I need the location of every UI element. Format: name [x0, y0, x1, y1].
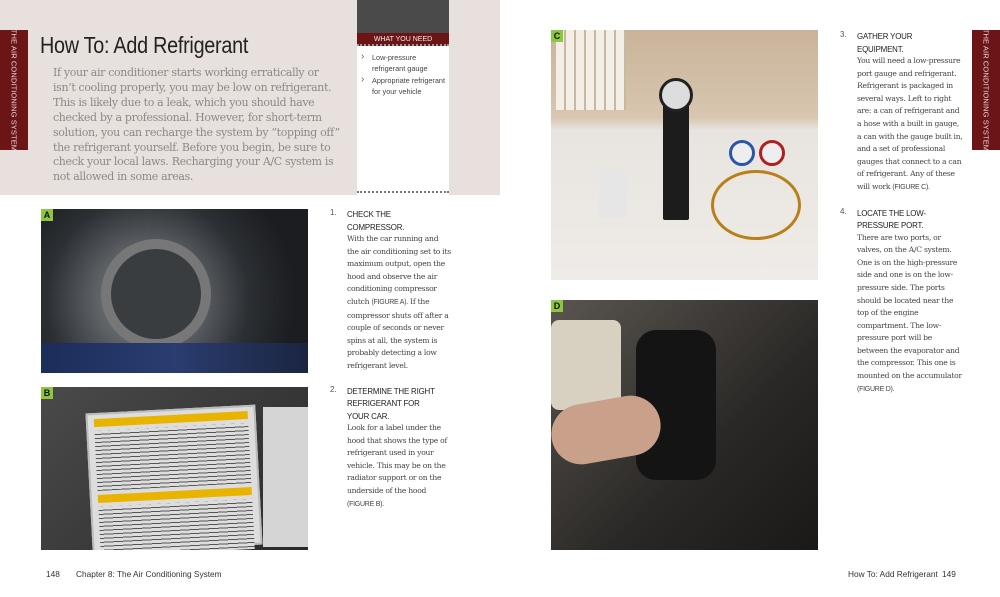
warning-label-sticker — [85, 405, 262, 550]
window-blinds — [556, 30, 626, 110]
step-text: If the compressor shuts off after a couple of seconds or never spins at all, the system is probably detecting a low refrigerant level. — [347, 296, 449, 370]
figure-label: C — [551, 30, 563, 42]
step-number: 1. — [330, 208, 337, 217]
footer-title: How To: Add Refrigerant — [848, 569, 938, 579]
figure-b-refrigerant-label-photo — [41, 387, 308, 550]
small-refrigerant-can — [599, 170, 627, 218]
steps-column-left — [330, 208, 452, 523]
step-heading: LOCATE THE LOW-PRESSURE PORT. — [857, 207, 926, 231]
figure-ref: (FIGURE D). — [857, 385, 895, 393]
page-number-right: 149 — [942, 569, 956, 579]
blue-gauge — [729, 140, 755, 166]
step-text: You will need a low-pressure port gauge and refrigerant. Refrigerant is packaged in several ways. Left to right are: a can of refrigerant and a hose with a built in gauge, a can with the gauge built in, and a set of professional gauges that connect to a can of refrigerant. Any of these will work — [857, 56, 963, 191]
step-2 — [330, 385, 452, 512]
step-3 — [840, 30, 964, 195]
zigzag-divider — [357, 191, 449, 195]
step-text: Look for a label under the hood that shows the type of refrigerant used in your vehicle. This may be on the radiator support or on the underside of the hood — [347, 423, 448, 495]
step-body — [347, 233, 452, 373]
figure-ref: (FIGURE A). — [371, 298, 408, 306]
side-tab-label: THE AIR CONDITIONING SYSTEM — [9, 28, 19, 152]
steps-column-right — [840, 30, 964, 408]
step-heading: GATHER YOUR EQUIPMENT. — [857, 31, 913, 54]
figure-label: A — [41, 209, 53, 221]
what-you-need-box — [357, 0, 449, 195]
built-in-gauge — [659, 78, 693, 112]
step-4 — [840, 207, 964, 397]
side-tab-label: THE AIR CONDITIONING SYSTEM — [981, 28, 991, 152]
figure-label: B — [41, 387, 53, 399]
intro-paragraph: If your air conditioner starts working erratically or isn’t cooling properly, you may be low on refrigerant. This is likely due to a leak, which you should have checked by a professional. However, for short-term solution, you can recharge the system by “topping off” the refrigerant yourself. Before you begin, be sure to check your local laws. Recharging your A/C system is not allowed in some areas. — [53, 66, 340, 184]
step-1 — [330, 208, 452, 373]
gauge-hoses — [711, 170, 801, 240]
engine-blue-part — [41, 343, 308, 373]
step-text: There are two ports, or valves, on the A/C system. One is on the high-pressure side and one is on the low-pressure side. The ports should be located near the top of the engine compartment. The low-pressure port will be between the evaporator and the compressor. This one is mounted on the accumulator — [857, 232, 962, 381]
step-heading: DETERMINE THE RIGHT REFRIGERANT FOR YOUR CAR. — [347, 385, 435, 421]
step-body — [857, 55, 964, 195]
figure-label: D — [551, 300, 563, 312]
reservoir — [551, 320, 621, 410]
step-body — [857, 232, 964, 397]
step-text: With the car running and the air conditioning set to its maximum output, open the hood and observe the air conditioning compressor clutch — [347, 234, 451, 306]
chapter-side-tab-left — [0, 30, 28, 150]
figure-c-equipment-photo — [551, 30, 818, 280]
chapter-side-tab-right — [972, 30, 1000, 150]
step-number: 4. — [840, 206, 847, 216]
what-you-need-heading: WHAT YOU NEED — [357, 33, 449, 46]
page-number-left: 148 — [46, 569, 60, 579]
refrigerant-can — [663, 100, 689, 220]
box-header-dark — [357, 0, 449, 33]
compressor-pulley — [101, 239, 211, 349]
footer-chapter: Chapter 8: The Air Conditioning System — [76, 569, 222, 579]
page-title: How To: Add Refrigerant — [40, 32, 249, 58]
figure-d-low-pressure-port-photo — [551, 300, 818, 550]
red-gauge — [759, 140, 785, 166]
need-item: › Appropriate refrigerant for your vehicle — [361, 75, 445, 97]
figure-ref: (FIGURE B). — [347, 500, 384, 508]
figure-a-compressor-photo — [41, 209, 308, 373]
step-heading: CHECK THE COMPRESSOR. — [347, 209, 405, 232]
step-number: 3. — [840, 30, 847, 39]
step-body — [347, 422, 452, 511]
fuel-pump-label — [263, 407, 308, 547]
step-number: 2. — [330, 384, 337, 394]
need-item: › Low-pressure refrigerant gauge — [361, 52, 445, 74]
figure-ref: (FIGURE C). — [892, 183, 930, 191]
